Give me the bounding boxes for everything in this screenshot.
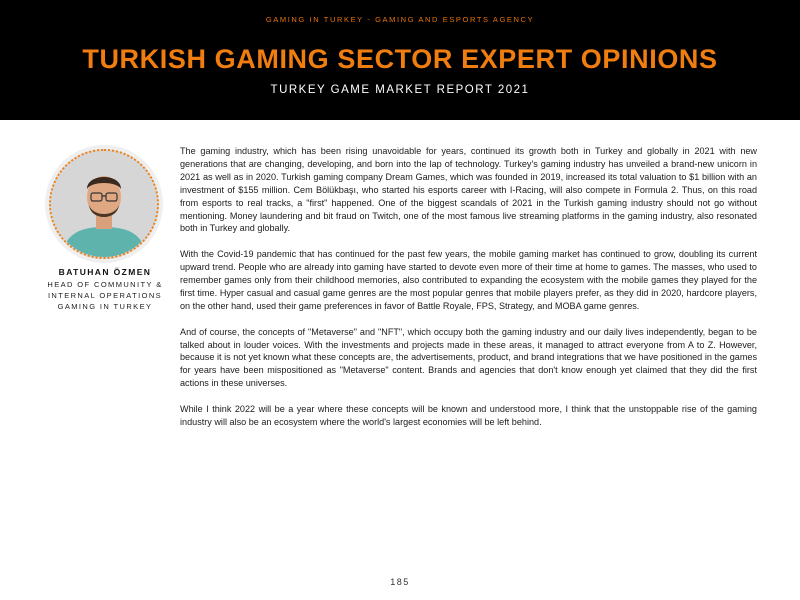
paragraph: And of course, the concepts of "Metaverse" and "NFT", which occupy both the gaming industry and our daily lives independently, began to be talked about in louder voices. With the investments and projects made in these areas, it managed to attract everyone from A to Z. However, because it is not yet known what these concepts are, the advertisements, product, and brand integrations that we have positioned in the games for years have been mispositioned as "Metaverse" content. Brands and agencies that don't know enough yet claimed that they did the first actions in these universes. <box>180 326 757 389</box>
profile-photo <box>49 149 159 259</box>
avatar <box>45 145 163 263</box>
page-number: 185 <box>390 577 410 587</box>
article-body <box>180 145 757 442</box>
report-subtitle: TURKEY GAME MARKET REPORT 2021 <box>270 84 530 96</box>
paragraph: While I think 2022 will be a year where these concepts will be known and understood more, I think that the unstoppable rise of the gaming industry will also be an ecosystem where the world's largest economies will be left behind. <box>180 404 757 427</box>
page-title: TURKISH GAMING SECTOR EXPERT OPINIONS <box>82 44 718 74</box>
paragraph: The gaming industry, which has been rising unavoidable for years, continued its growth both in Turkey and globally in 2021 with new generations that are changing, developing, and born into the lap of technology. Turkey's gaming industry has unveiled a brand-new unicorn in 2021 as well as in 2020. Turkish gaming company Dream Games, which was founded in 2019, increased its total valuation to $1 billion with an investment of $155 million. Cem Bölükbaşı, who started his esports career with I-Racing, will also compete in Formula 2. Thus, on this road from esports to real tracks, a "first" happened. One of the biggest scandals of 2021 in the Turkish gaming industry should not go without mentioning. Money laundering and bit fraud on Twitch, one of the most famous live streaming platforms in the gaming industry, also resonated both in Turkey and globally. <box>180 146 757 234</box>
expert-role: HEAD OF COMMUNITY & INTERNAL OPERATIONS GAMING IN TURKEY <box>47 280 163 311</box>
portrait-illustration <box>51 151 157 257</box>
agency-tagline: GAMING IN TURKEY - GAMING AND ESPORTS AGENCY <box>265 15 535 24</box>
expert-name: BATUHAN ÖZMEN <box>58 267 152 277</box>
paragraph: With the Covid-19 pandemic that has continued for the past few years, the mobile gaming market has continued to grow, doubling its current upward trend. People who are already into gaming have started to devote even more of their time at home to games. The masses, who used to remember games only from their childhood memories, also contributed to expanding the ecosystem with the mobile games they played for the first time. Hyper casual and casual game genres are the most popular genres that mobile players prefer, as they did in 2020, hardcore players, on the other hand, used their game preferences in favor of Battle Royale, FPS, Strategy, and MOBA game genres. <box>180 249 757 311</box>
header-banner <box>0 0 800 120</box>
